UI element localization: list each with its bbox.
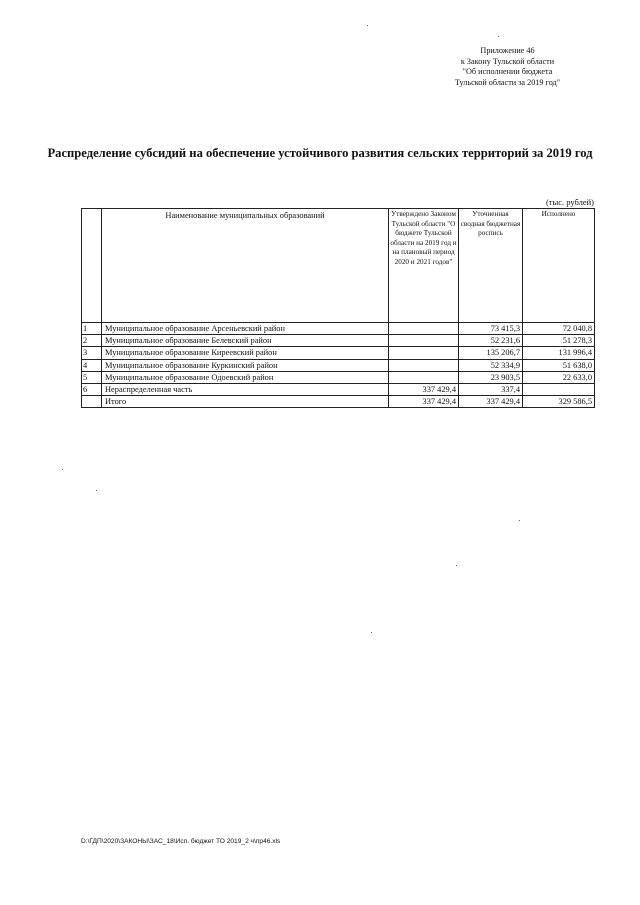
row-executed xyxy=(523,384,595,396)
scan-speck xyxy=(456,565,457,566)
document-title: Распределение субсидий на обеспечение устойчивого развития сельских территорий за 2019 год xyxy=(47,146,593,160)
subsidy-table xyxy=(81,208,595,408)
row-approved xyxy=(389,371,459,383)
row-index: 6 xyxy=(82,384,102,396)
row-name: Муниципальное образование Одоевский район xyxy=(102,371,389,383)
row-approved xyxy=(389,323,459,335)
row-executed: 131 996,4 xyxy=(523,347,595,359)
row-index: 5 xyxy=(82,371,102,383)
scan-speck xyxy=(96,490,97,491)
row-index: 1 xyxy=(82,323,102,335)
total-approved: 337 429,4 xyxy=(389,396,459,408)
total-name: Итого xyxy=(102,396,389,408)
header-approved: Утверждено Законом Тульской области "О бюджете Тульской области на 2019 год и на плановый период 2020 и 2021 годов" xyxy=(389,209,459,323)
row-approved xyxy=(389,347,459,359)
header-executed: Исполнено xyxy=(523,209,595,323)
row-approved xyxy=(389,359,459,371)
row-revised: 73 415,3 xyxy=(459,323,523,335)
row-executed: 22 633,0 xyxy=(523,371,595,383)
units-label: (тыс. рублей) xyxy=(545,197,594,207)
table-row xyxy=(82,384,595,396)
table-header-row xyxy=(82,209,595,323)
row-revised: 52 231,6 xyxy=(459,335,523,347)
header-index xyxy=(82,209,102,323)
scan-speck xyxy=(519,520,520,521)
row-revised: 337,4 xyxy=(459,384,523,396)
total-index xyxy=(82,396,102,408)
row-name: Муниципальное образование Белевский район xyxy=(102,335,389,347)
total-executed: 329 586,5 xyxy=(523,396,595,408)
row-index: 4 xyxy=(82,359,102,371)
row-revised: 135 206,7 xyxy=(459,347,523,359)
header-revised: Уточненная сводная бюджетная роспись xyxy=(459,209,523,323)
table-row xyxy=(82,359,595,371)
row-index: 3 xyxy=(82,347,102,359)
table-row xyxy=(82,347,595,359)
table-row xyxy=(82,371,595,383)
appendix-line-4: Тульской области за 2019 год" xyxy=(454,77,561,87)
row-approved: 337 429,4 xyxy=(389,384,459,396)
row-executed: 51 278,3 xyxy=(523,335,595,347)
appendix-block xyxy=(420,46,595,88)
total-revised: 337 429,4 xyxy=(459,396,523,408)
row-revised: 52 334,9 xyxy=(459,359,523,371)
scan-speck xyxy=(371,632,372,633)
table-total-row xyxy=(82,396,595,408)
table-row xyxy=(82,323,595,335)
row-name: Муниципальное образование Киреевский район xyxy=(102,347,389,359)
row-index: 2 xyxy=(82,335,102,347)
scan-speck xyxy=(62,469,63,470)
file-path-footer: D:\ГДП\2020\ЗАКОНЫ\ЗАС_18\Исп. бюджет ТО 2019_2 ч\пр46.xls xyxy=(81,838,281,845)
scan-speck xyxy=(498,36,499,37)
scan-speck xyxy=(367,25,368,26)
table-row xyxy=(82,335,595,347)
row-name: Муниципальное образование Куркинский район xyxy=(102,359,389,371)
row-approved xyxy=(389,335,459,347)
appendix-line-1: Приложение 46 xyxy=(480,46,535,55)
header-name: Наименование муниципальных образований xyxy=(102,209,389,323)
row-revised: 23 903,5 xyxy=(459,371,523,383)
appendix-line-3: "Об исполнении бюджета xyxy=(462,67,553,76)
row-name: Муниципальное образование Арсеньевский район xyxy=(102,323,389,335)
appendix-line-2: к Закону Тульской области xyxy=(460,56,555,66)
row-name: Нераспределенная часть xyxy=(102,384,389,396)
row-executed: 51 638,0 xyxy=(523,359,595,371)
row-executed: 72 040,8 xyxy=(523,323,595,335)
